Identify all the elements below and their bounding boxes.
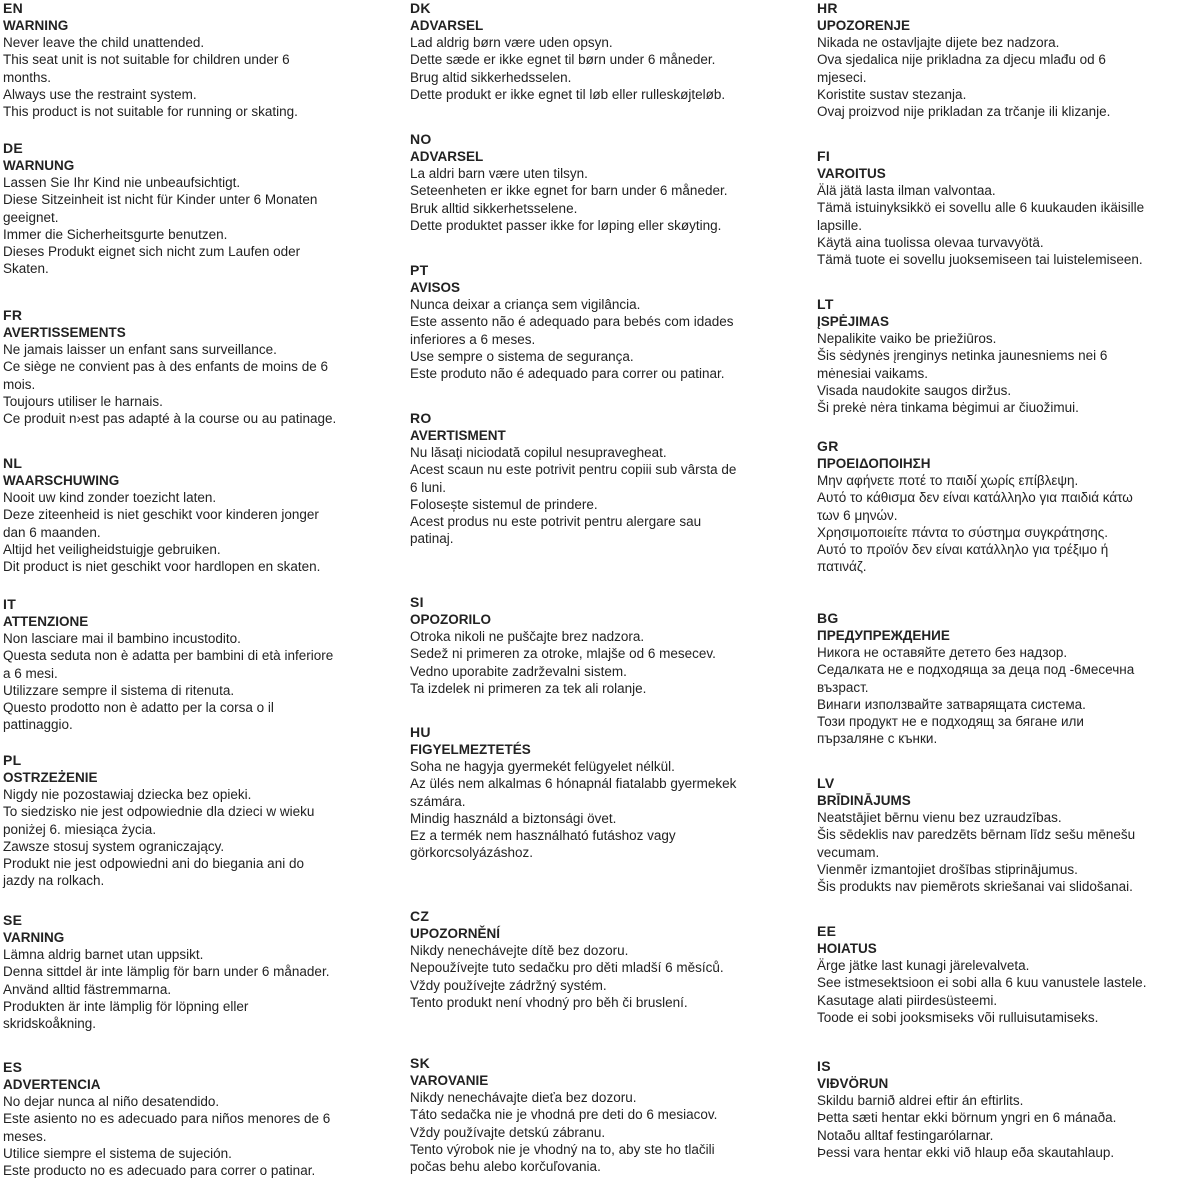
warning-line: Vždy používejte zádržný systém.	[410, 977, 607, 993]
warning-heading: VIÐVÖRUN	[817, 1076, 889, 1091]
warning-heading: ADVERTENCIA	[3, 1077, 101, 1092]
warning-line: Винаги използвайте затварящата система.	[817, 696, 1086, 712]
warning-line: Nunca deixar a criança sem vigilância.	[410, 297, 641, 312]
warning-section-pl	[3, 752, 398, 890]
warning-section-gr	[817, 438, 1200, 576]
warning-section-bg	[817, 610, 1200, 748]
warning-line: La aldri barn være uten tilsyn.	[410, 166, 588, 181]
warning-line: Ärge jätke last kunagi järelevalveta.	[817, 958, 1030, 973]
warning-section-dk	[410, 0, 805, 103]
warning-heading: WARNING	[3, 18, 69, 33]
warning-section-de	[3, 140, 398, 278]
language-code: IS	[817, 1058, 831, 1074]
warning-heading: OPOZORILO	[410, 612, 491, 627]
warning-line: Nikdy nenechávejte dítě bez dozoru.	[410, 943, 629, 958]
warning-line: lapsille.	[817, 217, 863, 233]
language-code: DK	[410, 0, 431, 16]
warning-line: Immer die Sicherheitsgurte benutzen.	[3, 226, 228, 242]
warning-line: Mindig használd a biztonsági övet.	[410, 810, 617, 826]
warning-line: Никога не оставяйте детето без надзор.	[817, 645, 1068, 660]
warning-heading: FIGYELMEZTETÉS	[410, 742, 531, 757]
language-code: EN	[3, 0, 24, 16]
warning-line: This seat unit is not suitable for children under 6	[3, 52, 290, 68]
warning-heading: UPOZORNĚNÍ	[410, 926, 501, 941]
warning-line: mjeseci.	[817, 69, 867, 85]
warning-line: Lassen Sie Ihr Kind nie unbeaufsichtigt.	[3, 175, 241, 190]
warning-line: Ez a termék nem használható futáshoz vagy	[410, 828, 676, 844]
warning-line: Nikada ne ostavljajte dijete bez nadzora.	[817, 35, 1060, 50]
warning-line: inferiores a 6 meses.	[410, 331, 536, 347]
warning-line: Bruk alltid sikkerhetsselene.	[410, 200, 578, 216]
warning-line: Produkt nie jest odpowiedni ani do biegania ani do	[3, 856, 304, 872]
warning-line: Vždy používajte detskú zábranu.	[410, 1124, 606, 1140]
warning-heading: ΠΡΟΕΙΔΟΠΟΙΗΣΗ	[817, 456, 931, 471]
warning-line: skridskoåkning.	[3, 1016, 97, 1032]
warning-section-pt	[410, 262, 805, 382]
warning-line: számára.	[410, 793, 466, 809]
warning-line: Questa seduta non è adatta per bambini di età inferiore	[3, 648, 334, 664]
warning-line: Dette produktet passer ikke for løping eller skøyting.	[410, 217, 722, 233]
warning-heading: ADVARSEL	[410, 18, 484, 33]
warning-heading: ĮSPĖJIMAS	[817, 314, 890, 329]
warning-line: Dette produkt er ikke egnet til løb eller rulleskøjteløb.	[410, 86, 726, 102]
warning-line: Lad aldrig børn være uden opsyn.	[410, 35, 613, 50]
warning-section-se	[3, 912, 398, 1032]
warning-line: Otroka nikoli ne puščajte brez nadzora.	[410, 629, 645, 644]
warning-line: Vedno uporabite zadrževalni sistem.	[410, 663, 627, 679]
warning-line: No dejar nunca al niño desatendido.	[3, 1094, 220, 1109]
warning-line: mois.	[3, 376, 36, 392]
warning-line: Dieses Produkt eignet sich nicht zum Laufen oder	[3, 244, 301, 260]
warning-line: пързаляне с кънки.	[817, 731, 938, 747]
warning-line: Nikdy nenechávajte dieťa bez dozoru.	[410, 1090, 637, 1105]
warning-line: Este asiento no es adecuado para niños menores de 6	[3, 1111, 331, 1127]
warning-line: Χρησιμοποιείτε πάντα το σύστημα συγκράτησης.	[817, 524, 1109, 540]
warning-heading: VARNING	[3, 930, 65, 945]
warning-line: Deze ziteenheid is niet geschikt voor kinderen jonger	[3, 507, 319, 523]
warning-line: Koristite sustav stezanja.	[817, 86, 967, 102]
warning-line: pattinaggio.	[3, 717, 73, 733]
warning-line: Nooit uw kind zonder toezicht laten.	[3, 490, 217, 505]
warning-line: Sedež ni primeren za otroke, mlajše od 6 mesecev.	[410, 646, 716, 662]
language-code: CZ	[410, 908, 430, 924]
warning-line: Седалката не е подходяща за деца под -6месечна	[817, 662, 1135, 678]
language-code: SK	[410, 1055, 431, 1071]
warning-section-hr	[817, 0, 1200, 120]
warning-heading: UPOZORENJE	[817, 18, 911, 33]
warning-line: Este produto não é adequado para correr ou patinar.	[410, 366, 725, 382]
warning-line: Este producto no es adecuado para correr o patinar.	[3, 1163, 316, 1179]
language-code: HR	[817, 0, 838, 16]
warning-line: Denna sittdel är inte lämplig för barn under 6 månader.	[3, 964, 330, 980]
warning-line: Ce produit n›est pas adapté à la course ou au patinage.	[3, 411, 337, 427]
language-code: NO	[410, 131, 432, 147]
warning-line: Този продукт не е подходящ за бягане или	[817, 714, 1084, 730]
warning-line: dan 6 maanden.	[3, 524, 101, 540]
warning-section-sk	[410, 1055, 805, 1175]
warning-line: Notaðu alltaf festingarólarnar.	[817, 1127, 994, 1143]
warning-line: Brug altid sikkerhedsselen.	[410, 69, 572, 85]
warning-heading: AVISOS	[410, 280, 461, 295]
warning-line: Tento produkt není vhodný pro běh či bruslení.	[410, 994, 688, 1010]
warning-line: Αυτό το προϊόν δεν είναι κατάλληλο για τρέξιμο ή	[817, 542, 1109, 558]
warning-line: Az ülés nem alkalmas 6 hónapnál fiatalabb gyermekek	[410, 776, 737, 792]
warning-line: Tento výrobok nie je vhodný na to, aby ste ho tlačili	[410, 1141, 715, 1157]
warning-line: meses.	[3, 1128, 47, 1144]
warning-line: Folosește sistemul de prindere.	[410, 496, 598, 512]
language-code: ES	[3, 1059, 23, 1075]
warning-heading: ATTENZIONE	[3, 614, 89, 629]
warning-section-ee	[817, 923, 1200, 1026]
language-code: HU	[410, 724, 431, 740]
warning-section-cz	[410, 908, 805, 1011]
warning-line: Neatstājiet bērnu vienu bez uzraudzības.	[817, 810, 1062, 825]
language-code: FR	[3, 307, 23, 323]
warning-line: Acest scaun nu este potrivit pentru copiii sub vârsta de	[410, 462, 737, 478]
warning-line: Ova sjedalica nije prikladna za djecu mlađu od 6	[817, 52, 1106, 68]
warning-heading: AVERTISMENT	[410, 428, 506, 443]
language-code: BG	[817, 610, 839, 626]
warning-line: patinaj.	[410, 531, 454, 547]
warning-section-lv	[817, 775, 1200, 895]
warning-heading: ADVARSEL	[410, 149, 484, 164]
warning-line: Nepoužívejte tuto sedačku pro děti mladší 6 měsíců.	[410, 960, 724, 976]
warning-line: Älä jätä lasta ilman valvontaa.	[817, 183, 996, 198]
warning-line: Αυτό το κάθισμα δεν είναι κατάλληλο για παιδιά κάτω	[817, 490, 1133, 506]
warning-line: Vienmēr izmantojiet drošības stiprinājumus.	[817, 861, 1078, 877]
warning-line: geeignet.	[3, 209, 59, 225]
warning-line: Ne jamais laisser un enfant sans surveillance.	[3, 342, 277, 357]
warning-line: Use sempre o sistema de segurança.	[410, 348, 634, 364]
warning-line: počas behu alebo korčuľovania.	[410, 1159, 601, 1175]
warning-line: Acest produs nu este potrivit pentru alergare sau	[410, 514, 702, 530]
warning-section-hu	[410, 724, 805, 862]
warning-line: görkorcsolyázáshoz.	[410, 845, 534, 861]
warning-line: jazdy na rolkach.	[3, 873, 105, 889]
warning-line: See istmesektsioon ei sobi alla 6 kuu vanustele lastele.	[817, 975, 1147, 991]
warning-line: Nigdy nie pozostawiaj dziecka bez opieki.	[3, 787, 252, 802]
warning-line: Skildu barnið aldrei eftir án eftirlits.	[817, 1093, 1024, 1108]
warning-line: Lämna aldrig barnet utan uppsikt.	[3, 947, 204, 962]
language-code: RO	[410, 410, 432, 426]
language-code: GR	[817, 438, 839, 454]
warning-line: Þessi vara hentar ekki við hlaup eða skautahlaup.	[817, 1144, 1115, 1160]
warning-line: Utilizzare sempre il sistema di ritenuta.	[3, 682, 235, 698]
warning-line: Šis sėdynės įrenginys netinka jaunesniems nei 6	[817, 348, 1108, 364]
warning-line: Nepalikite vaiko be priežiūros.	[817, 331, 997, 346]
warning-heading: VAROITUS	[817, 166, 886, 181]
warning-line: Dit product is niet geschikt voor hardlopen en skaten.	[3, 559, 321, 575]
warning-line: Ši prekė nėra tinkama bėgimui ar čiuožimui.	[817, 400, 1079, 416]
warning-line: Soha ne hagyja gyermekét felügyelet nélkül.	[410, 759, 675, 774]
warning-section-no	[410, 131, 805, 234]
warning-line: Ce siège ne convient pas à des enfants de moins de 6	[3, 359, 328, 375]
warning-line: Käytä aina tuolissa olevaa turvavyötä.	[817, 234, 1044, 250]
warning-line: πατινάζ.	[817, 559, 867, 575]
language-code: LV	[817, 775, 835, 791]
warning-section-it	[3, 596, 398, 734]
warning-line: Ta izdelek ni primeren za tek ali rolanje.	[410, 680, 647, 696]
warning-line: Este assento não é adequado para bebés com idades	[410, 314, 734, 330]
warning-line: Toode ei sobi jooksmiseks või rulluisutamiseks.	[817, 1009, 1099, 1025]
warning-line: To siedzisko nie jest odpowiednie dla dzieci w wieku	[3, 804, 315, 820]
warning-line: Tämä tuote ei sovellu juoksemiseen tai luistelemiseen.	[817, 252, 1143, 268]
warning-heading: AVERTISSEMENTS	[3, 325, 126, 340]
warning-section-fi	[817, 148, 1200, 268]
warning-section-fr	[3, 307, 398, 427]
language-code: LT	[817, 296, 834, 312]
warning-heading: HOIATUS	[817, 941, 877, 956]
language-code: NL	[3, 455, 23, 471]
language-code: SI	[410, 594, 424, 610]
warning-line: Seteenheten er ikke egnet for barn under 6 måneder.	[410, 183, 728, 199]
warning-line: Μην αφήνετε ποτέ το παιδί χωρίς επίβλεψη.	[817, 473, 1079, 488]
language-code: FI	[817, 148, 831, 164]
warning-line: Ovaj proizvod nije prikladan za trčanje ili klizanje.	[817, 104, 1111, 120]
warning-line: Skaten.	[3, 261, 49, 277]
warning-line: Táto sedačka nie je vhodná pre deti do 6 mesiacov.	[410, 1107, 718, 1123]
warning-line: Använd alltid fästremmarna.	[3, 981, 172, 997]
warning-section-ro	[410, 410, 805, 548]
warning-line: των 6 μηνών.	[817, 507, 898, 523]
warning-line: Zawsze stosuj system ograniczający.	[3, 838, 225, 854]
warning-heading: OSTRZEŻENIE	[3, 770, 98, 785]
warning-heading: WARNUNG	[3, 158, 75, 173]
warning-heading: BRĪDINĀJUMS	[817, 793, 911, 808]
warning-line: Tämä istuinyksikkö ei sovellu alle 6 kuukauden ikäisille	[817, 200, 1145, 216]
warning-line: Nu lăsați niciodată copilul nesupravegheat.	[410, 445, 667, 460]
warning-section-es	[3, 1059, 398, 1179]
warning-heading: VAROVANIE	[410, 1073, 489, 1088]
language-code: DE	[3, 140, 24, 156]
warning-line: poniżej 6. miesiąca życia.	[3, 821, 157, 837]
warning-heading: WAARSCHUWING	[3, 473, 120, 488]
warning-line: Visada naudokite saugos diržus.	[817, 382, 1012, 398]
language-code: PT	[410, 262, 429, 278]
warning-section-si	[410, 594, 805, 697]
warning-line: vecumam.	[817, 844, 880, 860]
warning-line: a 6 mesi.	[3, 665, 58, 681]
warning-line: възраст.	[817, 679, 869, 695]
warning-line: Toujours utiliser le harnais.	[3, 393, 163, 409]
warning-section-nl	[3, 455, 398, 575]
warning-line: Non lasciare mai il bambino incustodito.	[3, 631, 241, 646]
warning-line: Always use the restraint system.	[3, 86, 197, 102]
warning-line: Šis produkts nav piemērots skriešanai vai slidošanai.	[817, 879, 1133, 895]
warning-line: Produkten är inte lämplig för löpning eller	[3, 998, 249, 1014]
warning-line: Šis sēdeklis nav paredzēts bērnam līdz sešu mēnešu	[817, 827, 1136, 843]
warning-line: Diese Sitzeinheit ist nicht für Kinder unter 6 Monaten	[3, 192, 318, 208]
warning-line: months.	[3, 69, 52, 85]
language-code: SE	[3, 912, 23, 928]
warning-section-lt	[817, 296, 1200, 416]
warning-section-is	[817, 1058, 1200, 1161]
language-code: IT	[3, 596, 17, 612]
language-code: EE	[817, 923, 837, 939]
warning-line: Utilice siempre el sistema de sujeción.	[3, 1145, 232, 1161]
warning-line: Never leave the child unattended.	[3, 35, 205, 50]
warning-line: Dette sæde er ikke egnet til børn under 6 måneder.	[410, 52, 716, 68]
warning-line: Þetta sæti hentar ekki börnum yngri en 6 mánaða.	[817, 1110, 1117, 1126]
warning-section-en	[3, 0, 398, 120]
warning-line: mėnesiai vaikams.	[817, 365, 929, 381]
language-code: PL	[3, 752, 22, 768]
warning-heading: ПРЕДУПРЕЖДЕНИЕ	[817, 628, 950, 643]
warning-line: 6 luni.	[410, 479, 447, 495]
warning-line: Kasutage alati piirdesüsteemi.	[817, 992, 998, 1008]
warning-line: Altijd het veiligheidstuigje gebruiken.	[3, 541, 221, 557]
warning-line: Questo prodotto non è adatto per la corsa o il	[3, 700, 274, 716]
warning-line: This product is not suitable for running or skating.	[3, 104, 298, 120]
